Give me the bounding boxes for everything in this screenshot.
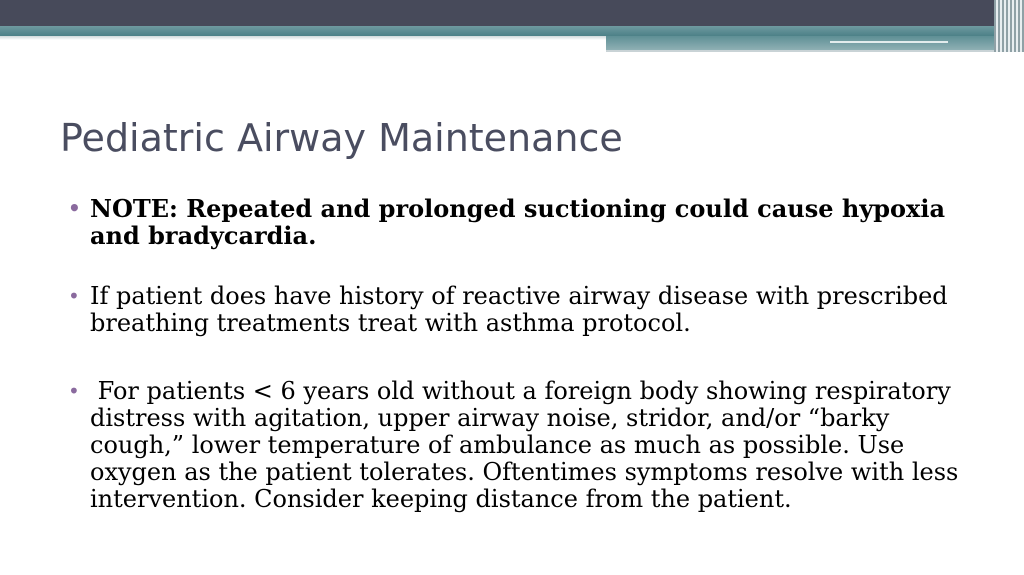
header-teal-bar xyxy=(0,26,1024,36)
bullet-list xyxy=(68,195,968,513)
note-lead: NOTE xyxy=(90,194,169,223)
header-dark-bar xyxy=(0,0,1024,26)
slide-title: Pediatric Airway Maintenance xyxy=(60,116,623,160)
header-gray-line xyxy=(606,50,1002,52)
header-stripes xyxy=(994,0,1024,52)
bullet-item-pediatric-distress xyxy=(68,378,968,513)
header-teal-step xyxy=(606,36,1002,50)
bullet-dot-icon: • xyxy=(68,284,80,308)
bullet-dot-icon: • xyxy=(68,379,80,403)
header-highlight-line xyxy=(830,41,948,43)
bullet-dot-icon: • xyxy=(68,196,81,220)
bullet-text: For patients < 6 years old without a foreign body showing respiratory distress with agitation, upper airway noise, stridor, and/or “barky cough,” lower temperature of ambulance as much as possible. Use oxygen as the patient tolerates. Oftentimes symptoms resolve with less intervention. Consider keeping distance from the patient. xyxy=(90,377,966,513)
note-text: : Repeated and prolonged suctioning could cause hypoxia and bradycardia. xyxy=(90,194,946,250)
bullet-item-note xyxy=(68,195,968,249)
bullet-text: If patient does have history of reactive airway disease with prescribed breathing treatments treat with asthma protocol. xyxy=(90,282,948,337)
header-shadow xyxy=(0,36,606,40)
bullet-item-reactive-airway xyxy=(68,283,968,337)
